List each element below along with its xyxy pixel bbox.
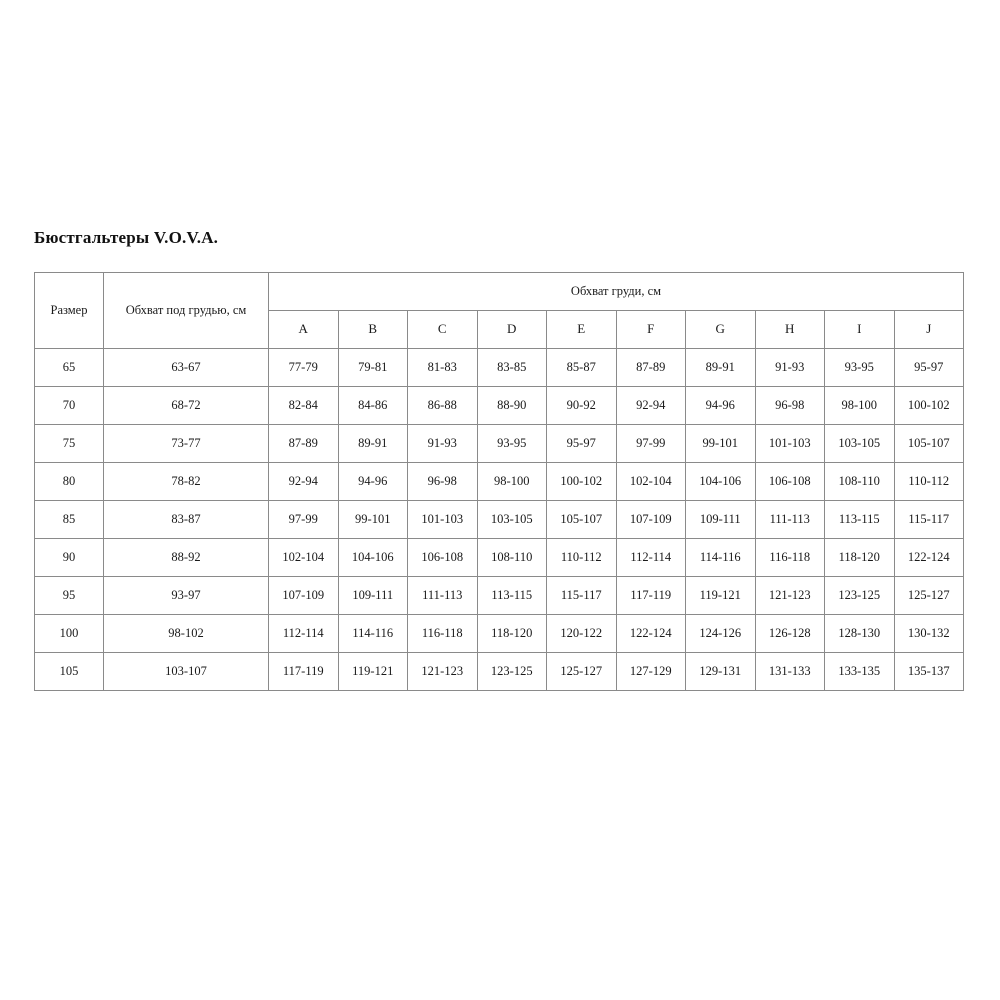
value-cup-g: 104-106 xyxy=(699,474,742,489)
value-size: 105 xyxy=(59,664,79,679)
value-cup-g: 94-96 xyxy=(705,398,735,413)
value-cup-h: 96-98 xyxy=(775,398,805,413)
cell-cup-d xyxy=(477,463,547,501)
cell-cup-i xyxy=(825,349,895,387)
cup-label-h: H xyxy=(785,321,795,337)
cell-cup-g xyxy=(686,501,756,539)
header-cup-e xyxy=(547,311,617,349)
value-cup-g: 129-131 xyxy=(699,664,742,679)
value-cup-d: 118-120 xyxy=(491,626,533,641)
value-cup-f: 127-129 xyxy=(629,664,672,679)
cell-cup-e xyxy=(547,539,617,577)
value-cup-e: 95-97 xyxy=(566,436,596,451)
value-cup-i: 128-130 xyxy=(838,626,881,641)
cell-cup-f xyxy=(616,539,686,577)
header-cup-b xyxy=(338,311,408,349)
value-cup-f: 122-124 xyxy=(629,626,672,641)
value-cup-c: 86-88 xyxy=(427,398,457,413)
cell-cup-c xyxy=(408,463,478,501)
cell-cup-f xyxy=(616,615,686,653)
header-cup-j xyxy=(894,311,964,349)
cell-cup-f xyxy=(616,577,686,615)
value-cup-j: 95-97 xyxy=(914,360,944,375)
header-cup-d xyxy=(477,311,547,349)
cell-cup-i xyxy=(825,387,895,425)
value-cup-a: 92-94 xyxy=(288,474,318,489)
value-cup-a: 97-99 xyxy=(288,512,318,527)
cell-cup-b xyxy=(338,501,408,539)
header-cup-g xyxy=(686,311,756,349)
cup-label-a: A xyxy=(298,321,308,337)
cell-cup-e xyxy=(547,577,617,615)
cell-size xyxy=(35,425,104,463)
cell-cup-h xyxy=(755,387,825,425)
cell-size xyxy=(35,387,104,425)
table-row xyxy=(35,463,964,501)
value-cup-d: 83-85 xyxy=(497,360,527,375)
size-table-container xyxy=(34,272,964,691)
value-cup-i: 133-135 xyxy=(838,664,881,679)
value-cup-e: 115-117 xyxy=(560,588,602,603)
cell-underbust xyxy=(104,501,269,539)
value-size: 75 xyxy=(62,436,76,451)
cell-underbust xyxy=(104,387,269,425)
cell-cup-g xyxy=(686,615,756,653)
cell-cup-i xyxy=(825,463,895,501)
value-cup-a: 107-109 xyxy=(282,588,325,603)
value-cup-f: 87-89 xyxy=(636,360,666,375)
cell-cup-j xyxy=(894,501,964,539)
value-cup-f: 112-114 xyxy=(630,550,672,565)
cell-cup-e xyxy=(547,653,617,691)
cell-cup-a xyxy=(269,501,339,539)
value-cup-i: 103-105 xyxy=(838,436,881,451)
cell-underbust xyxy=(104,615,269,653)
table-row xyxy=(35,349,964,387)
value-underbust: 68-72 xyxy=(171,398,201,413)
header-underbust xyxy=(104,273,269,349)
value-cup-c: 81-83 xyxy=(427,360,457,375)
cell-cup-f xyxy=(616,653,686,691)
cell-cup-c xyxy=(408,653,478,691)
value-cup-d: 123-125 xyxy=(490,664,533,679)
cell-cup-c xyxy=(408,425,478,463)
cell-cup-g xyxy=(686,425,756,463)
header-cup-a xyxy=(269,311,339,349)
cell-cup-g xyxy=(686,463,756,501)
header-underbust-label: Обхват под грудью, см xyxy=(125,303,247,318)
cell-cup-h xyxy=(755,615,825,653)
cell-underbust xyxy=(104,577,269,615)
value-cup-h: 121-123 xyxy=(768,588,811,603)
cell-cup-g xyxy=(686,539,756,577)
cell-cup-h xyxy=(755,463,825,501)
value-cup-b: 104-106 xyxy=(351,550,394,565)
cell-cup-a xyxy=(269,349,339,387)
cell-cup-b xyxy=(338,653,408,691)
value-cup-b: 109-111 xyxy=(352,588,394,603)
cell-underbust xyxy=(104,653,269,691)
header-cup-f xyxy=(616,311,686,349)
cell-cup-i xyxy=(825,577,895,615)
cell-underbust xyxy=(104,539,269,577)
cell-cup-b xyxy=(338,425,408,463)
cell-cup-d xyxy=(477,653,547,691)
cell-cup-c xyxy=(408,387,478,425)
value-cup-j: 100-102 xyxy=(907,398,950,413)
value-cup-a: 112-114 xyxy=(282,626,324,641)
cell-cup-a xyxy=(269,425,339,463)
value-cup-e: 90-92 xyxy=(566,398,596,413)
cell-cup-h xyxy=(755,349,825,387)
value-cup-i: 93-95 xyxy=(844,360,874,375)
cell-cup-d xyxy=(477,577,547,615)
cup-label-i: I xyxy=(857,321,862,337)
value-underbust: 98-102 xyxy=(168,626,204,641)
value-size: 70 xyxy=(62,398,76,413)
header-bust-group xyxy=(269,273,964,311)
value-cup-d: 88-90 xyxy=(497,398,527,413)
cell-cup-d xyxy=(477,615,547,653)
value-cup-a: 82-84 xyxy=(288,398,318,413)
cell-size xyxy=(35,349,104,387)
cell-cup-j xyxy=(894,349,964,387)
cup-label-j: J xyxy=(926,321,932,337)
value-cup-e: 85-87 xyxy=(566,360,596,375)
value-cup-j: 125-127 xyxy=(907,588,950,603)
cell-cup-b xyxy=(338,387,408,425)
cell-cup-d xyxy=(477,501,547,539)
value-cup-i: 123-125 xyxy=(838,588,881,603)
cell-cup-b xyxy=(338,349,408,387)
value-cup-b: 84-86 xyxy=(358,398,388,413)
value-cup-f: 107-109 xyxy=(629,512,672,527)
cell-cup-c xyxy=(408,615,478,653)
value-cup-e: 125-127 xyxy=(560,664,603,679)
cell-cup-i xyxy=(825,425,895,463)
value-cup-b: 114-116 xyxy=(352,626,394,641)
cell-cup-h xyxy=(755,577,825,615)
cell-cup-f xyxy=(616,425,686,463)
cell-cup-h xyxy=(755,501,825,539)
value-cup-h: 111-113 xyxy=(769,512,810,527)
cell-cup-d xyxy=(477,425,547,463)
cell-cup-f xyxy=(616,349,686,387)
value-size: 65 xyxy=(62,360,76,375)
value-cup-h: 131-133 xyxy=(768,664,811,679)
cell-cup-d xyxy=(477,349,547,387)
table-row xyxy=(35,425,964,463)
table-header-row-group xyxy=(35,273,964,311)
value-cup-i: 108-110 xyxy=(838,474,880,489)
cell-cup-b xyxy=(338,615,408,653)
value-cup-d: 108-110 xyxy=(491,550,533,565)
cell-cup-i xyxy=(825,539,895,577)
value-cup-f: 97-99 xyxy=(636,436,666,451)
cell-cup-c xyxy=(408,349,478,387)
cell-size xyxy=(35,501,104,539)
value-cup-c: 106-108 xyxy=(421,550,464,565)
value-cup-j: 130-132 xyxy=(907,626,950,641)
value-cup-e: 110-112 xyxy=(560,550,602,565)
value-cup-g: 99-101 xyxy=(702,436,738,451)
cell-cup-a xyxy=(269,615,339,653)
cell-cup-g xyxy=(686,387,756,425)
cell-cup-c xyxy=(408,501,478,539)
value-cup-b: 99-101 xyxy=(355,512,391,527)
value-size: 95 xyxy=(62,588,76,603)
table-row xyxy=(35,577,964,615)
table-header xyxy=(35,273,964,349)
value-cup-j: 115-117 xyxy=(908,512,950,527)
cell-cup-j xyxy=(894,577,964,615)
cell-cup-g xyxy=(686,653,756,691)
cell-cup-j xyxy=(894,387,964,425)
table-row xyxy=(35,653,964,691)
value-cup-g: 119-121 xyxy=(699,588,741,603)
value-cup-h: 101-103 xyxy=(768,436,811,451)
table-row xyxy=(35,615,964,653)
cell-cup-e xyxy=(547,615,617,653)
cell-cup-g xyxy=(686,349,756,387)
cell-cup-e xyxy=(547,349,617,387)
cell-cup-f xyxy=(616,463,686,501)
value-cup-f: 102-104 xyxy=(629,474,672,489)
cell-cup-a xyxy=(269,539,339,577)
value-cup-b: 94-96 xyxy=(358,474,388,489)
value-cup-j: 105-107 xyxy=(907,436,950,451)
cell-cup-j xyxy=(894,653,964,691)
cell-cup-c xyxy=(408,577,478,615)
cell-cup-a xyxy=(269,653,339,691)
value-underbust: 88-92 xyxy=(171,550,201,565)
cell-cup-e xyxy=(547,501,617,539)
value-cup-c: 91-93 xyxy=(427,436,457,451)
cell-cup-c xyxy=(408,539,478,577)
cell-cup-f xyxy=(616,387,686,425)
value-underbust: 73-77 xyxy=(171,436,201,451)
value-cup-a: 102-104 xyxy=(282,550,325,565)
table-row xyxy=(35,539,964,577)
cell-cup-h xyxy=(755,539,825,577)
value-cup-h: 106-108 xyxy=(768,474,811,489)
value-size: 80 xyxy=(62,474,76,489)
header-bust-group-label: Обхват груди, см xyxy=(570,284,662,299)
value-cup-h: 126-128 xyxy=(768,626,811,641)
cell-cup-e xyxy=(547,425,617,463)
cup-label-e: E xyxy=(577,321,586,337)
value-cup-c: 101-103 xyxy=(421,512,464,527)
value-underbust: 93-97 xyxy=(171,588,201,603)
table-row xyxy=(35,501,964,539)
cell-cup-a xyxy=(269,463,339,501)
value-cup-c: 121-123 xyxy=(421,664,464,679)
value-cup-a: 87-89 xyxy=(288,436,318,451)
cell-cup-a xyxy=(269,387,339,425)
cup-label-g: G xyxy=(715,321,725,337)
cup-label-f: F xyxy=(647,321,655,337)
cell-cup-j xyxy=(894,615,964,653)
value-cup-b: 119-121 xyxy=(352,664,394,679)
cell-underbust xyxy=(104,463,269,501)
cell-cup-i xyxy=(825,653,895,691)
cell-size xyxy=(35,615,104,653)
value-cup-a: 117-119 xyxy=(282,664,324,679)
value-cup-d: 98-100 xyxy=(494,474,530,489)
value-cup-g: 114-116 xyxy=(699,550,741,565)
cell-cup-j xyxy=(894,539,964,577)
cell-cup-d xyxy=(477,539,547,577)
value-cup-i: 118-120 xyxy=(838,550,880,565)
value-cup-e: 105-107 xyxy=(560,512,603,527)
value-cup-h: 91-93 xyxy=(775,360,805,375)
cell-underbust xyxy=(104,425,269,463)
value-underbust: 83-87 xyxy=(171,512,201,527)
cell-cup-f xyxy=(616,501,686,539)
header-cup-h xyxy=(755,311,825,349)
cup-label-d: D xyxy=(507,321,517,337)
value-size: 90 xyxy=(62,550,76,565)
value-size: 100 xyxy=(59,626,79,641)
value-cup-j: 110-112 xyxy=(908,474,950,489)
page-title: Бюстгальтеры V.O.V.A. xyxy=(34,228,219,247)
cell-size xyxy=(35,653,104,691)
cup-label-b: B xyxy=(368,321,378,337)
cell-cup-b xyxy=(338,539,408,577)
cell-cup-b xyxy=(338,463,408,501)
value-cup-g: 124-126 xyxy=(699,626,742,641)
cup-label-c: C xyxy=(437,321,447,337)
value-cup-a: 77-79 xyxy=(288,360,318,375)
value-cup-d: 103-105 xyxy=(490,512,533,527)
table-row xyxy=(35,387,964,425)
value-cup-c: 116-118 xyxy=(421,626,463,641)
cell-size xyxy=(35,539,104,577)
value-cup-e: 120-122 xyxy=(560,626,603,641)
value-cup-f: 92-94 xyxy=(636,398,666,413)
size-chart-table xyxy=(34,272,964,691)
value-cup-d: 113-115 xyxy=(491,588,533,603)
value-cup-i: 98-100 xyxy=(841,398,877,413)
value-size: 85 xyxy=(62,512,76,527)
cell-size xyxy=(35,577,104,615)
cell-cup-i xyxy=(825,501,895,539)
header-size-label: Размер xyxy=(50,303,88,318)
header-cup-i xyxy=(825,311,895,349)
value-cup-e: 100-102 xyxy=(560,474,603,489)
value-underbust: 103-107 xyxy=(165,664,207,679)
value-cup-f: 117-119 xyxy=(630,588,672,603)
cell-cup-a xyxy=(269,577,339,615)
value-cup-g: 109-111 xyxy=(699,512,741,527)
cell-cup-j xyxy=(894,463,964,501)
cell-underbust xyxy=(104,349,269,387)
cell-cup-h xyxy=(755,425,825,463)
value-underbust: 78-82 xyxy=(171,474,201,489)
value-cup-b: 79-81 xyxy=(358,360,388,375)
cell-cup-g xyxy=(686,577,756,615)
cell-cup-b xyxy=(338,577,408,615)
header-size xyxy=(35,273,104,349)
value-cup-d: 93-95 xyxy=(497,436,527,451)
value-cup-c: 96-98 xyxy=(427,474,457,489)
value-cup-c: 111-113 xyxy=(422,588,463,603)
cell-cup-e xyxy=(547,463,617,501)
value-cup-g: 89-91 xyxy=(705,360,735,375)
cell-cup-h xyxy=(755,653,825,691)
cell-cup-j xyxy=(894,425,964,463)
value-cup-j: 122-124 xyxy=(907,550,950,565)
cell-cup-d xyxy=(477,387,547,425)
value-cup-j: 135-137 xyxy=(907,664,950,679)
value-cup-i: 113-115 xyxy=(838,512,880,527)
value-cup-b: 89-91 xyxy=(358,436,388,451)
cell-cup-e xyxy=(547,387,617,425)
cell-cup-i xyxy=(825,615,895,653)
header-cup-c xyxy=(408,311,478,349)
value-cup-h: 116-118 xyxy=(769,550,811,565)
cell-size xyxy=(35,463,104,501)
table-body xyxy=(35,349,964,691)
value-underbust: 63-67 xyxy=(171,360,201,375)
